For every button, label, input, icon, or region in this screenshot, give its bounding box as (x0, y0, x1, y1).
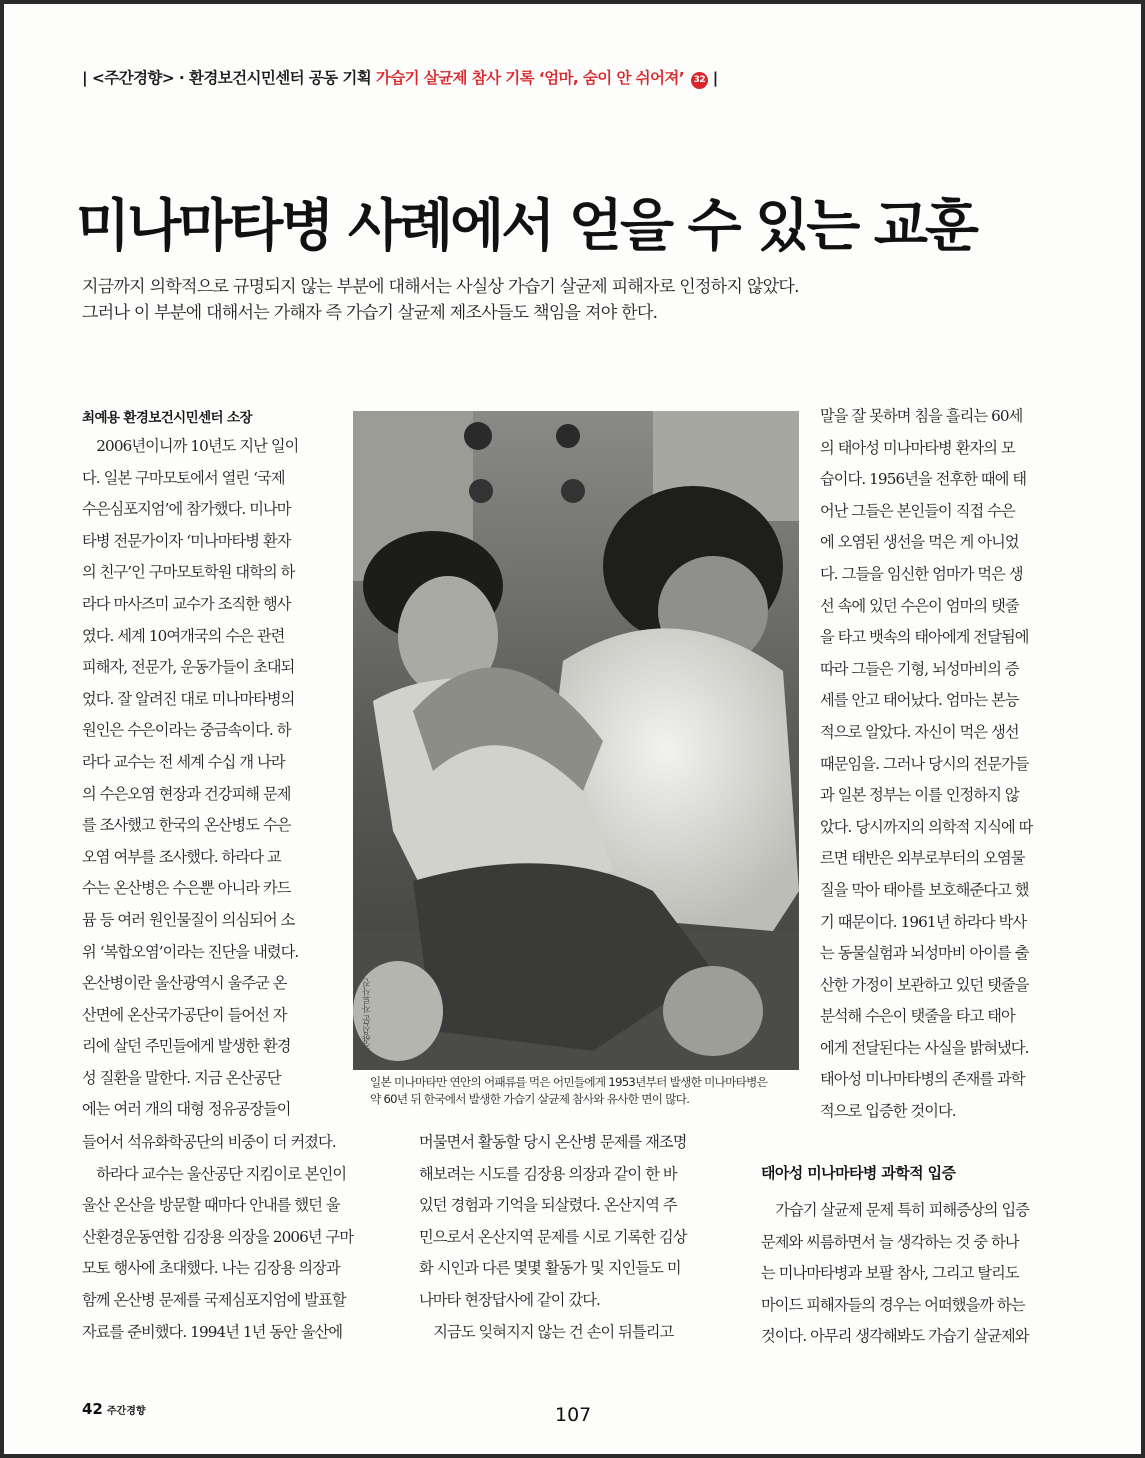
text-line: 들어서 석유화학공단의 비중이 더 커졌다. (82, 1133, 336, 1151)
text-line: 있던 경험과 기억을 되살렸다. 온산지역 주 (419, 1196, 677, 1215)
text-line: 분석해 수은이 탯줄을 타고 태아 (820, 1007, 1015, 1026)
text-line: 자료를 준비했다. 1994년 1년 동안 울산에 (82, 1322, 343, 1341)
photo-caption (370, 1074, 810, 1108)
text-line: 적으로 입증한 것이다. (820, 1102, 956, 1121)
text-line: 았다. 당시까지의 의학적 지식에 따 (820, 817, 1033, 836)
text-line: 원인은 수은이라는 중금속이다. 하 (82, 721, 291, 740)
deck (82, 274, 842, 326)
text-line: 에 오염된 생선을 먹은 게 아니었 (820, 533, 1019, 552)
page-number: 107 (555, 1404, 592, 1426)
text-line: 였다. 세계 10여개국의 수은 관련 (82, 626, 285, 645)
text-line: 함께 온산병 문제를 국제심포지엄에 발표할 (82, 1290, 346, 1309)
text-line: 습이다. 1956년을 전후한 때에 태 (820, 470, 1027, 489)
caption-line: 일본 미나마타만 연안의 어패류를 먹은 어민들에게 1953년부터 발생한 미나마타병은 (370, 1075, 768, 1089)
text-line: 것이다. 아무리 생각해봐도 가습기 살균제와 (761, 1327, 1029, 1346)
text-line: 수은심포지엄’에 참가했다. 미나마 (82, 500, 291, 519)
text-line: 산한 가정이 보관하고 있던 탯줄을 (820, 975, 1029, 994)
text-line: 지금도 잊혀지지 않는 건 손이 뒤틀리고 (419, 1322, 674, 1341)
text-line: 마이드 피해자들의 경우는 어떠했을까 하는 (761, 1295, 1025, 1314)
text-line: 성 질환을 말한다. 지금 온산공단 (82, 1068, 281, 1087)
series-number-badge: 32 (691, 72, 708, 89)
text-line: 말을 잘 못하며 침을 흘리는 60세 (820, 407, 1023, 425)
text-line: 위 ‘복합오염’이라는 진단을 내렸다. (82, 942, 299, 961)
text-line: 을 타고 뱃속의 태아에게 전달됨에 (820, 628, 1029, 647)
text-line: 의 태아성 미나마타병 환자의 모 (820, 438, 1015, 457)
text-line: 뮴 등 여러 원인물질이 의심되어 소 (82, 910, 295, 929)
text-line: 오염 여부를 조사했다. 하라다 교 (82, 847, 281, 866)
headline: 미나마타병 사례에서 얻을 수 있는 교훈 (76, 194, 977, 259)
text-line: 해보려는 시도를 김장용 의장과 같이 한 바 (419, 1164, 677, 1183)
magazine-page (4, 4, 1141, 1454)
text-line: 라다 마사즈미 교수가 조직한 행사 (82, 594, 291, 613)
folio (82, 1399, 146, 1418)
text-line: 때문임을. 그러나 당시의 전문가들 (820, 754, 1029, 773)
body-column-1 (82, 431, 352, 1126)
photo-illustration (353, 411, 799, 1070)
text-line: 질을 막아 태아를 보호해준다고 했 (820, 880, 1029, 899)
text-line: 피해자, 전문가, 운동가들이 초대되 (82, 658, 295, 677)
text-line: 의 수은오염 현장과 건강피해 문제 (82, 784, 291, 803)
series-prefix: <주간경향> · 환경보건시민센터 공동 기획 (91, 69, 372, 87)
section-subhead: 태아성 미나마타병 과학적 입증 (761, 1164, 956, 1182)
body-column-3 (820, 401, 1070, 1128)
text-line: 는 동물실험과 뇌성마비 아이를 출 (820, 944, 1029, 963)
folio-number: 42 (82, 1400, 103, 1418)
text-line: 선 속에 있던 수은이 엄마의 탯줄 (820, 596, 1019, 615)
text-line: 2006년이니까 10년도 지난 일이 (82, 437, 299, 455)
text-line: 모토 행사에 초대했다. 나는 김장용 의장과 (82, 1259, 340, 1278)
text-line: 르면 태반은 외부로부터의 오염물 (820, 849, 1025, 868)
text-line: 다. 일본 구마모토에서 열린 ‘국제 (82, 468, 285, 487)
text-line: 에게 전달된다는 사실을 밝혀냈다. (820, 1038, 1029, 1057)
body-column-1-lower (82, 1127, 392, 1348)
text-line: 수는 온산병은 수은뿐 아니라 카드 (82, 879, 291, 898)
text-line: 민으로서 온산지역 문제를 시로 기록한 김상 (419, 1227, 687, 1246)
byline: 최예용 환경보건시민센터 소장 (82, 410, 252, 426)
series-title: 가습기 살균제 참사 기록 ‘엄마, 숨이 안 쉬어져’ (375, 69, 685, 87)
text-line: 세를 안고 태어났다. 엄마는 본능 (820, 691, 1019, 710)
text-line: 태아성 미나마타병의 존재를 과학 (820, 1070, 1025, 1089)
folio-publication: 주간경향 (106, 1406, 146, 1417)
text-line: 화 시인과 다른 몇몇 활동가 및 지인들도 미 (419, 1259, 681, 1278)
text-line: 리에 살던 주민들에게 발생한 환경 (82, 1037, 291, 1056)
text-line: 따라 그들은 기형, 뇌성마비의 증 (820, 659, 1019, 678)
text-line: 의 친구’인 구마모토학원 대학의 하 (82, 563, 295, 582)
text-line: 는 미나마타병과 보팔 참사, 그리고 탈리도 (761, 1264, 1019, 1283)
text-line: 었다. 잘 알려진 대로 미나마타병의 (82, 689, 295, 708)
text-line: 나마타 현장답사에 같이 갔다. (419, 1290, 600, 1309)
text-line: 라다 교수는 전 세계 수십 개 나라 (82, 752, 285, 771)
deck-line: 지금까지 의학적으로 규명되지 않는 부분에 대해서는 사실상 가습기 살균제 피해자로 인정하지 않았다. (82, 277, 799, 297)
text-line: 과 일본 정부는 이를 인정하지 않 (820, 786, 1019, 805)
text-line: 울산 온산을 방문할 때마다 안내를 했던 울 (82, 1196, 340, 1215)
text-line: 어난 그들은 본인들이 직접 수은 (820, 501, 1015, 520)
text-line: 문제와 씨름하면서 늘 생각하는 것 중 하나 (761, 1232, 1019, 1251)
text-line: 에는 여러 개의 대형 정유공장들이 (82, 1100, 291, 1119)
text-line: 적으로 알았다. 자신이 먹은 생선 (820, 722, 1019, 741)
text-line: 산환경운동연합 김장용 의장을 2006년 구마 (82, 1227, 354, 1246)
deck-line: 그러나 이 부분에 대해서는 가해자 즉 가습기 살균제 제조사들도 책임을 져야 한다. (82, 303, 658, 323)
series-bar-left: | (82, 69, 88, 87)
text-line: 를 조사했고 한국의 온산병도 수은 (82, 816, 291, 835)
text-line: 기 때문이다. 1961년 하라다 박사 (820, 912, 1027, 931)
text-line: 머물면서 활동할 당시 온산병 문제를 재조명 (419, 1133, 687, 1151)
series-label (82, 66, 782, 89)
text-line: 하라다 교수는 울산공단 지킴이로 본인이 (82, 1164, 347, 1183)
body-column-3-lower (761, 1195, 1071, 1353)
text-line: 산면에 온산국가공단이 들어선 자 (82, 1005, 287, 1024)
photo-credit: 경향신문 자료사진 (363, 979, 373, 1050)
body-column-2 (419, 1127, 729, 1348)
text-line: 온산병이란 울산광역시 울주군 온 (82, 974, 287, 993)
series-bar-right: | (712, 69, 718, 87)
caption-line: 약 60년 뒤 한국에서 발생한 가습기 살균제 참사와 유사한 면이 많다. (370, 1092, 690, 1106)
text-line: 가습기 살균제 문제 특히 피해증상의 입증 (761, 1201, 1030, 1219)
text-line: 타병 전문가이자 ‘미나마타병 환자 (82, 531, 291, 550)
article-photo (353, 411, 799, 1070)
text-line: 다. 그들을 임신한 엄마가 먹은 생 (820, 564, 1023, 583)
